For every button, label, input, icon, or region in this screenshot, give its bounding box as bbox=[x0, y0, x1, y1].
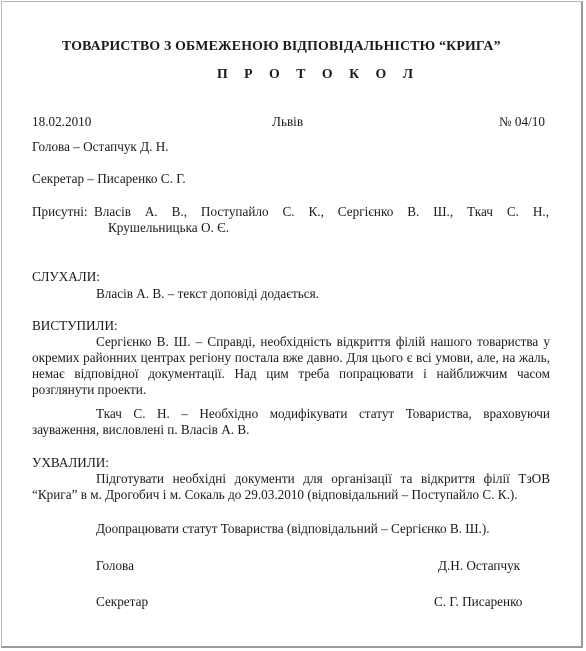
heard-text: Власів А. В. – текст доповіді додається. bbox=[96, 286, 319, 301]
resolved-label: УХВАЛИЛИ: bbox=[32, 455, 109, 470]
resolved-paragraph-2: Доопрацювати статут Товариства (відповідальний – Сергієнко В. Ш.). bbox=[96, 521, 490, 536]
protocol-city: Львів bbox=[272, 114, 304, 129]
document-page bbox=[1, 1, 583, 648]
protocol-heading: П Р О Т О К О Л bbox=[217, 66, 420, 81]
signature-chair-name: Д.Н. Остапчук bbox=[438, 558, 521, 573]
signature-secretary-name: С. Г. Писаренко bbox=[434, 594, 523, 609]
protocol-number: № 04/10 bbox=[499, 114, 545, 129]
present-label: Присутні: bbox=[32, 204, 88, 219]
present-list-line1: Власів А. В., Поступайло С. К., Сергієнко В. Ш., Ткач С. Н., bbox=[94, 204, 549, 219]
present-list-line2: Крушельницька О. Є. bbox=[108, 220, 230, 235]
signature-secretary-label: Секретар bbox=[96, 594, 149, 609]
heard-label: СЛУХАЛИ: bbox=[32, 269, 100, 284]
resolved-paragraph-1: Підготувати необхідні документи для організації та відкриття філії ТзОВ “Крига” в м. Дрогобич і м. Сокаль до 29.03.2010 (відповідальний – Поступайло С. К.). bbox=[32, 471, 550, 502]
spoke-paragraph-1: Сергієнко В. Ш. – Справді, необхідність відкриття філій нашого товариства у окремих районних центрах регіону постала вже давно. Для цього є всі умови, але, на жаль, немає відповідної документації. Над цим треба попрацювати і найближчим часом розглянути проекти. bbox=[32, 334, 550, 397]
chair-line: Голова – Остапчук Д. Н. bbox=[32, 139, 169, 154]
protocol-date: 18.02.2010 bbox=[32, 114, 92, 129]
signature-chair-label: Голова bbox=[96, 558, 134, 573]
secretary-line: Секретар – Писаренко С. Г. bbox=[32, 171, 186, 186]
spoke-paragraph-2: Ткач С. Н. – Необхідно модифікувати статут Товариства, враховуючи зауваження, висловлені п. Власів А. В. bbox=[32, 406, 550, 437]
spoke-label: ВИСТУПИЛИ: bbox=[32, 318, 118, 333]
company-title: ТОВАРИСТВО З ОБМЕЖЕНОЮ ВІДПОВІДАЛЬНІСТЮ “КРИГА” bbox=[62, 38, 501, 53]
